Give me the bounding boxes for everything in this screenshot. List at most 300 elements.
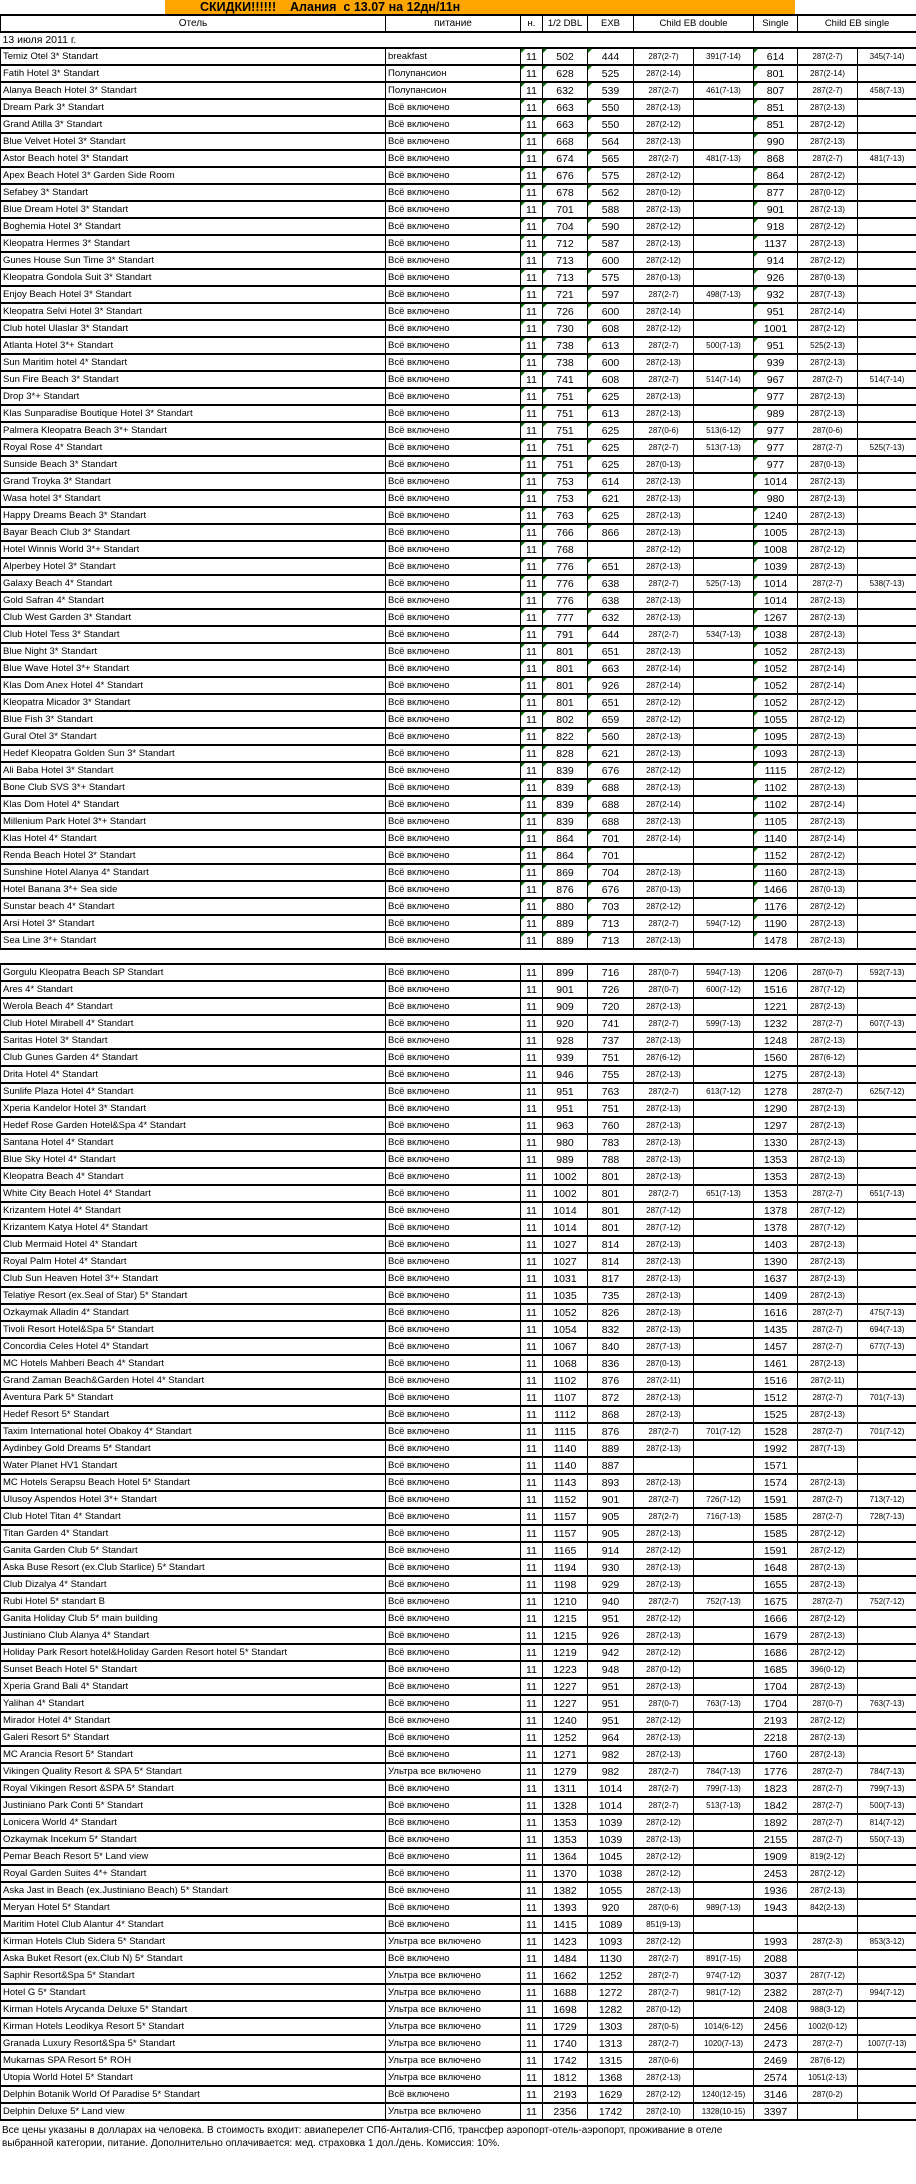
child-sg-b-cell <box>858 2052 916 2069</box>
exb-cell: 866 <box>588 524 634 541</box>
half-dbl-cell: 1279 <box>543 1763 588 1780</box>
single-cell: 2456 <box>754 2018 798 2035</box>
child-sg-b-cell: 625(7-12) <box>858 1083 916 1100</box>
nights-cell: 11 <box>521 1338 543 1355</box>
meal-cell: Всё включено <box>386 711 521 728</box>
table-row <box>1 796 916 813</box>
table-row <box>1 1831 916 1848</box>
table-row <box>1 320 916 337</box>
title-bar <box>0 0 916 14</box>
exb-cell: 701 <box>588 847 634 864</box>
half-dbl-cell: 701 <box>543 201 588 218</box>
meal-cell: Всё включено <box>386 1610 521 1627</box>
single-cell: 1591 <box>754 1542 798 1559</box>
half-dbl-cell: 663 <box>543 99 588 116</box>
half-dbl-cell: 1165 <box>543 1542 588 1559</box>
table-row <box>1 1117 916 1134</box>
child-db-b-cell: 599(7-13) <box>694 1015 754 1032</box>
half-dbl-cell: 1311 <box>543 1780 588 1797</box>
meal-cell: Всё включено <box>386 1797 521 1814</box>
single-cell: 1936 <box>754 1882 798 1899</box>
table-row <box>1 1695 916 1712</box>
child-db-a-cell: 287(2-7) <box>634 150 694 167</box>
child-sg-b-cell <box>858 133 916 150</box>
exb-cell: 920 <box>588 1899 634 1916</box>
half-dbl-cell: 939 <box>543 1049 588 1066</box>
child-sg-a-cell: 287(2-12) <box>798 167 858 184</box>
child-db-b-cell <box>694 1304 754 1321</box>
child-db-b-cell <box>694 269 754 286</box>
hotel-cell: Gorgulu Kleopatra Beach SP Standart <box>1 964 386 981</box>
meal-cell: Всё включено <box>386 456 521 473</box>
single-cell: 1655 <box>754 1576 798 1593</box>
exb-cell: 948 <box>588 1661 634 1678</box>
table-row <box>1 1712 916 1729</box>
half-dbl-cell: 1688 <box>543 1984 588 2001</box>
nights-cell: 11 <box>521 65 543 82</box>
child-sg-a-cell: 287(2-13) <box>798 1253 858 1270</box>
hotel-cell: Apex Beach Hotel 3* Garden Side Room <box>1 167 386 184</box>
hotel-cell: Hedef Resort 5* Standart <box>1 1406 386 1423</box>
nights-cell: 11 <box>521 1610 543 1627</box>
nights-cell: 11 <box>521 1712 543 1729</box>
meal-cell: Всё включено <box>386 998 521 1015</box>
child-db-a-cell: 287(2-7) <box>634 1423 694 1440</box>
meal-cell: Всё включено <box>386 558 521 575</box>
child-db-a-cell: 287(2-7) <box>634 915 694 932</box>
table-row <box>1 252 916 269</box>
meal-cell: Всё включено <box>386 1355 521 1372</box>
table-row <box>1 1882 916 1899</box>
child-db-b-cell <box>694 507 754 524</box>
hotel-cell: Enjoy Beach Hotel 3* Standart <box>1 286 386 303</box>
table-row <box>1 303 916 320</box>
child-sg-b-cell <box>858 1049 916 1066</box>
table-row <box>1 473 916 490</box>
half-dbl-cell: 839 <box>543 813 588 830</box>
hotel-cell: Sunshine Hotel Alanya 4* Standart <box>1 864 386 881</box>
child-db-a-cell: 287(0-13) <box>634 1355 694 1372</box>
child-db-a-cell: 287(2-13) <box>634 864 694 881</box>
child-sg-a-cell: 287(2-13) <box>798 609 858 626</box>
meal-cell: Всё включено <box>386 1440 521 1457</box>
half-dbl-cell: 801 <box>543 643 588 660</box>
meal-cell: Всё включено <box>386 1593 521 1610</box>
child-sg-a-cell: 287(2-7) <box>798 1797 858 1814</box>
exb-cell: 788 <box>588 1151 634 1168</box>
child-db-a-cell: 287(2-7) <box>634 1593 694 1610</box>
nights-cell: 11 <box>521 167 543 184</box>
child-db-b-cell <box>694 1661 754 1678</box>
table-row <box>1 1933 916 1950</box>
child-db-b-cell <box>694 1644 754 1661</box>
hotel-cell: Telatiye Resort (ex.Seal of Star) 5* Standart <box>1 1287 386 1304</box>
exb-cell: 1014 <box>588 1780 634 1797</box>
hotel-cell: Royal Vikingen Resort &SPA 5* Standart <box>1 1780 386 1797</box>
single-cell: 614 <box>754 48 798 65</box>
single-cell: 1457 <box>754 1338 798 1355</box>
nights-cell: 11 <box>521 1236 543 1253</box>
child-db-a-cell: 287(2-13) <box>634 1440 694 1457</box>
exb-cell: 550 <box>588 116 634 133</box>
hotel-cell: Kleopatra Selvi Hotel 3* Standart <box>1 303 386 320</box>
child-db-b-cell <box>694 1270 754 1287</box>
single-cell: 868 <box>754 150 798 167</box>
table-row <box>1 660 916 677</box>
child-sg-b-cell <box>858 1542 916 1559</box>
hotel-cell: Kirman Hotels Arycanda Deluxe 5* Standart <box>1 2001 386 2018</box>
child-sg-a-cell: 287(2-7) <box>798 1185 858 1202</box>
exb-cell: 625 <box>588 507 634 524</box>
single-cell: 1014 <box>754 592 798 609</box>
date-label: 13 июля 2011 г. <box>1 32 916 48</box>
hotel-cell: Galaxy Beach 4* Standart <box>1 575 386 592</box>
meal-cell: Всё включено <box>386 1474 521 1491</box>
single-cell: 932 <box>754 286 798 303</box>
child-sg-a-cell: 287(2-13) <box>798 1355 858 1372</box>
single-cell: 3397 <box>754 2103 798 2120</box>
child-sg-b-cell: 701(7-13) <box>858 1389 916 1406</box>
child-sg-b-cell <box>858 694 916 711</box>
child-db-b-cell <box>694 1559 754 1576</box>
single-cell: 2453 <box>754 1865 798 1882</box>
nights-cell: 11 <box>521 286 543 303</box>
child-db-a-cell: 287(0-6) <box>634 2052 694 2069</box>
exb-cell: 1368 <box>588 2069 634 2086</box>
exb-cell: 564 <box>588 133 634 150</box>
exb-cell: 608 <box>588 320 634 337</box>
child-sg-a-cell: 287(2-13) <box>798 643 858 660</box>
meal-cell: Всё включено <box>386 1899 521 1916</box>
nights-cell: 11 <box>521 660 543 677</box>
table-row <box>1 626 916 643</box>
meal-cell: breakfast <box>386 48 521 65</box>
table-row <box>1 1576 916 1593</box>
single-cell: 807 <box>754 82 798 99</box>
child-db-b-cell <box>694 1321 754 1338</box>
table-row <box>1 1950 916 1967</box>
child-sg-a-cell: 287(2-7) <box>798 1389 858 1406</box>
child-db-b-cell: 799(7-13) <box>694 1780 754 1797</box>
meal-cell: Всё включено <box>386 1287 521 1304</box>
single-cell: 1686 <box>754 1644 798 1661</box>
hotel-cell: Sun Maritim hotel 4* Standart <box>1 354 386 371</box>
child-sg-b-cell <box>858 998 916 1015</box>
hotel-cell: Delphin Deluxe 5* Land view <box>1 2103 386 2120</box>
child-db-a-cell: 287(2-13) <box>634 388 694 405</box>
table-row <box>1 337 916 354</box>
half-dbl-cell: 1215 <box>543 1610 588 1627</box>
child-sg-a-cell: 287(2-7) <box>798 82 858 99</box>
child-db-b-cell <box>694 405 754 422</box>
child-sg-a-cell: 287(0-12) <box>798 184 858 201</box>
child-db-b-cell <box>694 1457 754 1474</box>
hotel-cell: Klas Dom Anex Hotel 4* Standart <box>1 677 386 694</box>
child-db-a-cell: 287(2-7) <box>634 286 694 303</box>
child-sg-a-cell: 287(2-7) <box>798 1814 858 1831</box>
nights-cell: 11 <box>521 1304 543 1321</box>
nights-cell: 11 <box>521 371 543 388</box>
child-sg-b-cell <box>858 1627 916 1644</box>
child-sg-a-cell: 287(2-7) <box>798 1304 858 1321</box>
nights-cell: 11 <box>521 2018 543 2035</box>
child-sg-b-cell <box>858 1661 916 1678</box>
hotel-cell: Yalihan 4* Standart <box>1 1695 386 1712</box>
single-cell: 1014 <box>754 473 798 490</box>
nights-cell: 11 <box>521 2001 543 2018</box>
single-cell: 1390 <box>754 1253 798 1270</box>
child-db-a-cell: 287(2-7) <box>634 371 694 388</box>
exb-cell: 814 <box>588 1253 634 1270</box>
child-db-a-cell: 287(2-12) <box>634 320 694 337</box>
half-dbl-cell: 1393 <box>543 1899 588 1916</box>
child-sg-b-cell <box>858 847 916 864</box>
single-cell: 1330 <box>754 1134 798 1151</box>
hotel-cell: Royal Rose 4* Standart <box>1 439 386 456</box>
single-cell: 1704 <box>754 1695 798 1712</box>
table-row <box>1 728 916 745</box>
meal-cell: Всё включено <box>386 252 521 269</box>
table-row <box>1 1848 916 1865</box>
nights-cell: 11 <box>521 1593 543 1610</box>
exb-cell: 688 <box>588 813 634 830</box>
half-dbl-cell: 1112 <box>543 1406 588 1423</box>
meal-cell: Всё включено <box>386 932 521 949</box>
child-sg-b-cell <box>858 1457 916 1474</box>
half-dbl-cell: 712 <box>543 235 588 252</box>
child-sg-a-cell: 287(6-12) <box>798 2052 858 2069</box>
child-db-b-cell <box>694 1916 754 1933</box>
meal-cell: Всё включено <box>386 1712 521 1729</box>
single-cell: 1005 <box>754 524 798 541</box>
child-db-a-cell: 287(2-13) <box>634 1746 694 1763</box>
table-row <box>1 422 916 439</box>
single-cell: 1435 <box>754 1321 798 1338</box>
child-db-a-cell: 287(2-13) <box>634 473 694 490</box>
nights-cell: 11 <box>521 201 543 218</box>
child-sg-a-cell: 287(2-13) <box>798 558 858 575</box>
half-dbl-cell: 864 <box>543 830 588 847</box>
half-dbl-cell: 869 <box>543 864 588 881</box>
child-sg-b-cell <box>858 1746 916 1763</box>
hotel-cell: Sunstar beach 4* Standart <box>1 898 386 915</box>
child-sg-b-cell <box>858 1100 916 1117</box>
nights-cell: 11 <box>521 626 543 643</box>
exb-cell: 982 <box>588 1746 634 1763</box>
hotel-cell: Arsi Hotel 3* Standart <box>1 915 386 932</box>
child-db-b-cell <box>694 116 754 133</box>
child-db-a-cell: 287(2-12) <box>634 1712 694 1729</box>
child-sg-b-cell <box>858 813 916 830</box>
hotel-cell: Krizantem Katya Hotel 4* Standart <box>1 1219 386 1236</box>
child-db-b-cell: 391(7-14) <box>694 48 754 65</box>
table-row <box>1 524 916 541</box>
table-row <box>1 1372 916 1389</box>
meal-cell: Всё включено <box>386 1304 521 1321</box>
table-row <box>1 439 916 456</box>
single-cell: 2155 <box>754 1831 798 1848</box>
child-db-a-cell: 287(2-13) <box>634 405 694 422</box>
table-row <box>1 150 916 167</box>
single-cell: 877 <box>754 184 798 201</box>
nights-cell: 11 <box>521 1797 543 1814</box>
single-cell: 1704 <box>754 1678 798 1695</box>
single-cell: 977 <box>754 422 798 439</box>
table-row <box>1 813 916 830</box>
exb-cell: 716 <box>588 964 634 981</box>
child-db-a-cell <box>634 1457 694 1474</box>
half-dbl-cell: 1143 <box>543 1474 588 1491</box>
meal-cell: Всё включено <box>386 881 521 898</box>
child-sg-a-cell: 287(2-7) <box>798 1508 858 1525</box>
hotel-cell: Club Hotel Mirabell 4* Standart <box>1 1015 386 1032</box>
child-db-b-cell: 481(7-13) <box>694 150 754 167</box>
child-db-a-cell: 287(2-7) <box>634 337 694 354</box>
child-db-b-cell: 498(7-13) <box>694 286 754 303</box>
child-db-b-cell <box>694 1389 754 1406</box>
child-sg-b-cell <box>858 1678 916 1695</box>
half-dbl-cell: 763 <box>543 507 588 524</box>
meal-cell: Всё включено <box>386 1814 521 1831</box>
child-sg-b-cell <box>858 1525 916 1542</box>
child-db-b-cell <box>694 592 754 609</box>
nights-cell: 11 <box>521 1899 543 1916</box>
child-db-b-cell <box>694 881 754 898</box>
child-sg-b-cell <box>858 1967 916 1984</box>
child-sg-a-cell: 287(2-12) <box>798 1610 858 1627</box>
child-db-b-cell <box>694 779 754 796</box>
table-row <box>1 2052 916 2069</box>
child-db-a-cell: 287(2-13) <box>634 1627 694 1644</box>
single-cell: 1095 <box>754 728 798 745</box>
single-cell: 1176 <box>754 898 798 915</box>
child-sg-b-cell: 1007(7-13) <box>858 2035 916 2052</box>
child-sg-b-cell <box>858 422 916 439</box>
meal-cell: Всё включено <box>386 1950 521 1967</box>
nights-cell: 11 <box>521 439 543 456</box>
table-row <box>1 694 916 711</box>
table-row <box>1 541 916 558</box>
child-db-a-cell: 287(2-12) <box>634 2086 694 2103</box>
meal-cell: Всё включено <box>386 1848 521 1865</box>
nights-cell: 11 <box>521 507 543 524</box>
single-cell: 1525 <box>754 1406 798 1423</box>
table-row <box>1 2018 916 2035</box>
child-db-b-cell <box>694 218 754 235</box>
exb-cell: 1014 <box>588 1797 634 1814</box>
meal-cell: Всё включено <box>386 320 521 337</box>
hotel-cell: MC Arancia Resort 5* Standart <box>1 1746 386 1763</box>
child-db-b-cell <box>694 932 754 949</box>
nights-cell: 11 <box>521 1525 543 1542</box>
table-row <box>1 218 916 235</box>
half-dbl-cell: 889 <box>543 932 588 949</box>
child-sg-a-cell <box>798 1457 858 1474</box>
meal-cell: Всё включено <box>386 2086 521 2103</box>
half-dbl-cell: 751 <box>543 456 588 473</box>
single-cell <box>754 1916 798 1933</box>
exb-cell: 1629 <box>588 2086 634 2103</box>
child-sg-a-cell: 842(2-13) <box>798 1899 858 1916</box>
exb-cell: 659 <box>588 711 634 728</box>
child-sg-a-cell: 287(2-13) <box>798 1032 858 1049</box>
meal-cell: Всё включено <box>386 1491 521 1508</box>
exb-cell: 755 <box>588 1066 634 1083</box>
meal-cell: Полупансион <box>386 65 521 82</box>
child-db-b-cell: 974(7-12) <box>694 1967 754 1984</box>
child-db-a-cell: 287(2-13) <box>634 779 694 796</box>
single-cell: 1560 <box>754 1049 798 1066</box>
child-db-a-cell: 287(2-7) <box>634 1015 694 1032</box>
single-cell: 1290 <box>754 1100 798 1117</box>
table-row <box>1 1321 916 1338</box>
exb-cell: 783 <box>588 1134 634 1151</box>
child-sg-a-cell: 287(2-7) <box>798 575 858 592</box>
hotel-cell: Galeri Resort 5* Standart <box>1 1729 386 1746</box>
exb-cell: 613 <box>588 405 634 422</box>
child-sg-a-cell: 287(2-13) <box>798 473 858 490</box>
single-cell: 1574 <box>754 1474 798 1491</box>
single-cell: 939 <box>754 354 798 371</box>
child-sg-a-cell: 287(2-13) <box>798 592 858 609</box>
half-dbl-cell: 713 <box>543 269 588 286</box>
child-db-a-cell: 287(2-13) <box>634 1287 694 1304</box>
nights-cell: 11 <box>521 1474 543 1491</box>
hotel-cell: Klas Dom Hotel 4* Standart <box>1 796 386 813</box>
footer-note <box>0 2121 916 2150</box>
child-sg-b-cell <box>858 881 916 898</box>
child-sg-a-cell: 287(2-12) <box>798 116 858 133</box>
half-dbl-cell: 801 <box>543 660 588 677</box>
child-sg-a-cell: 287(2-12) <box>798 694 858 711</box>
child-sg-b-cell <box>858 1066 916 1083</box>
half-dbl-cell: 668 <box>543 133 588 150</box>
single-cell: 1105 <box>754 813 798 830</box>
half-dbl-cell: 1035 <box>543 1287 588 1304</box>
table-row <box>1 1202 916 1219</box>
half-dbl-cell: 751 <box>543 405 588 422</box>
child-db-b-cell <box>694 1525 754 1542</box>
meal-cell: Всё включено <box>386 796 521 813</box>
meal-cell: Всё включено <box>386 1168 521 1185</box>
child-sg-a-cell: 287(0-13) <box>798 456 858 473</box>
hotel-cell: Sunset Beach Hotel 5* Standart <box>1 1661 386 1678</box>
child-sg-b-cell <box>858 915 916 932</box>
child-sg-a-cell: 287(2-13) <box>798 1474 858 1491</box>
table-row <box>1 864 916 881</box>
table-row <box>1 1678 916 1695</box>
child-sg-b-cell <box>858 1406 916 1423</box>
nights-cell: 11 <box>521 388 543 405</box>
hotel-cell: Club Hotel Tess 3* Standart <box>1 626 386 643</box>
col-header-single: Single <box>754 15 798 32</box>
child-db-a-cell: 287(7-13) <box>634 1338 694 1355</box>
exb-cell: 1130 <box>588 1950 634 1967</box>
child-sg-a-cell: 287(2-12) <box>798 762 858 779</box>
child-db-a-cell: 287(2-13) <box>634 592 694 609</box>
child-db-a-cell: 287(2-13) <box>634 745 694 762</box>
half-dbl-cell: 1219 <box>543 1644 588 1661</box>
half-dbl-cell: 1014 <box>543 1202 588 1219</box>
table-row <box>1 1185 916 1202</box>
child-db-a-cell: 287(0-7) <box>634 1695 694 1712</box>
meal-cell: Всё включено <box>386 1916 521 1933</box>
hotel-cell: Holiday Park Resort hotel&Holiday Garden Resort hotel 5* Standart <box>1 1644 386 1661</box>
child-sg-b-cell <box>858 490 916 507</box>
child-sg-a-cell: 287(2-12) <box>798 711 858 728</box>
exb-cell: 1039 <box>588 1831 634 1848</box>
single-cell: 1221 <box>754 998 798 1015</box>
